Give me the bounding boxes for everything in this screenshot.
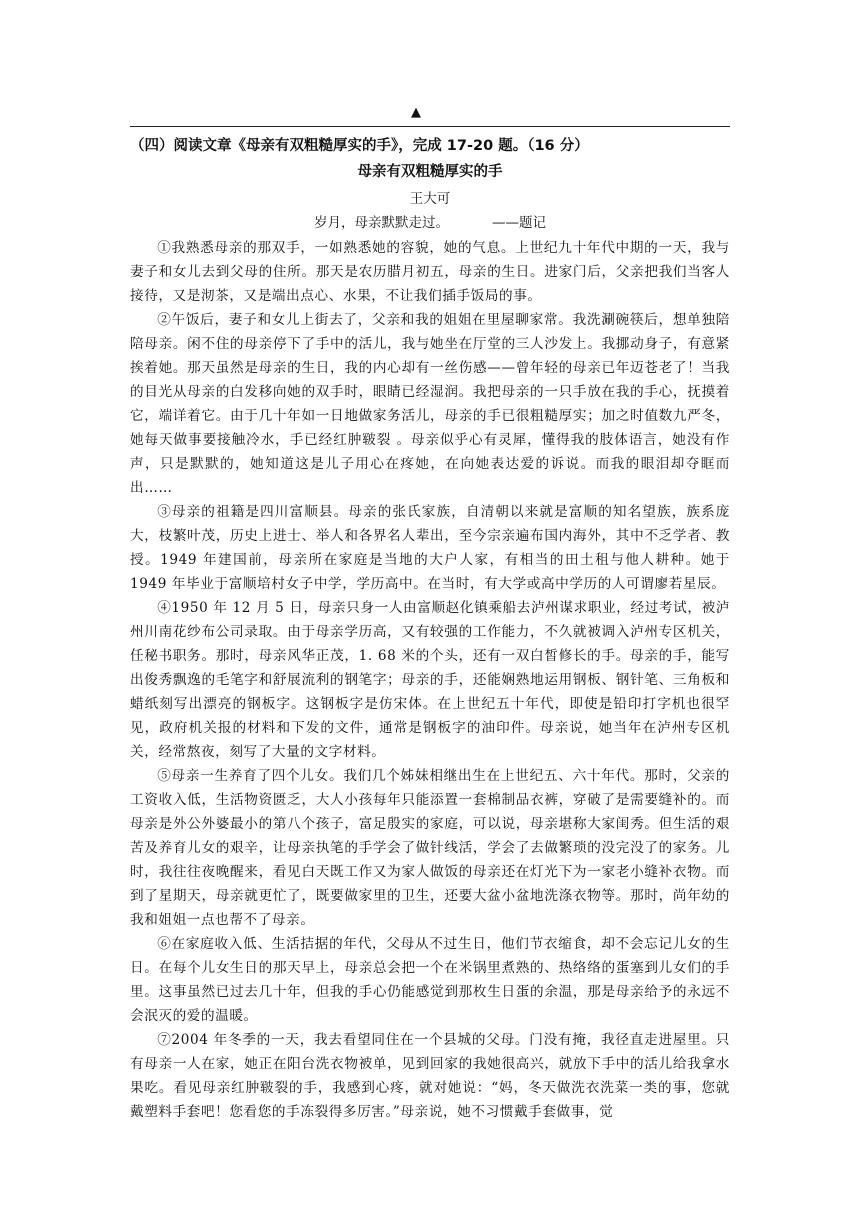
article-title: 母亲有双粗糙厚实的手: [357, 164, 503, 180]
section-heading: （四）阅读文章《母亲有双粗糙厚实的手》，完成 17-20 题。（16 分）: [130, 138, 589, 154]
epigraph: 岁月，母亲默默走过。 ——题记: [314, 215, 546, 231]
paragraph-2: ②午饭后，妻子和女儿上街去了，父亲和我的姐姐在里屋聊家常。我洗涮碗筷后，想单独陪陪母亲。闲不住的母亲停下了手中的活儿，我与她坐在厅堂的三人沙发上。我挪动身子，有意紧挨着她。那天虽然是母亲的生日，我的内心却有一丝伤感——曾年轻的母亲已年迈苍老了！当我的目光从母亲的白发移向她的双手时，眼睛已经湿润。我把母亲的一只手放在我的手心，抚摸着它，端详着它。由于几十年如一日地做家务活儿，母亲的手已很粗糙厚实；加之时值数九严冬，她每天做事要接触冷水，手已经红肿皲裂 。母亲似乎心有灵犀，懂得我的肢体语言，她没有作声，只是默默的，她知道这是儿子用心在疼她，在向她表达爱的诉说。而我的眼泪却夺眶而出……: [130, 312, 730, 496]
paragraph-6: ⑥在家庭收入低、生活拮据的年代，父母从不过生日，他们节衣缩食，却不会忘记儿女的生日。在每个儿女生日的那天早上，母亲总会把一个在米锅里煮熟的、热络络的蛋塞到儿女们的手里。这事虽然已过去几十年，但我的手心仍能感觉到那枚生日蛋的余温，那是母亲给予的永远不会泯灭的爱的温暖。: [130, 936, 730, 1024]
horizontal-divider: [130, 126, 730, 127]
paragraph-1: ①我熟悉母亲的那双手，一如熟悉她的容貌，她的气息。上世纪九十年代中期的一天，我与妻子和女儿去到父母的住所。那天是农历腊月初五，母亲的生日。进家门后，父亲把我们当客人接待，又是沏茶，又是端出点心、水果，不让我们插手饭局的事。: [130, 240, 730, 304]
paragraph-5: ⑤母亲一生养育了四个儿女。我们几个姊妹相继出生在上世纪五、六十年代。那时，父亲的工资收入低，生活物资匮乏，大人小孩每年只能添置一套棉制品衣裤，穿破了是需要缝补的。而母亲是外公外婆最小的第八个孩子，富足殷实的家庭，可以说，母亲堪称大家闺秀。但生活的艰苦及养育儿女的艰辛，让母亲执笔的手学会了做针线活，学会了去做繁琐的没完没了的家务。儿时，我往往夜晚醒来，看见白天既工作又为家人做饭的母亲还在灯光下为一家老小缝补衣物。而到了星期天，母亲就更忙了，既要做家里的卫生，还要大盆小盆地洗涤衣物等。那时，尚年幼的我和姐姐一点也帮不了母亲。: [130, 768, 730, 928]
paragraph-4: ④1950 年 12 月 5 日，母亲只身一人由富顺赵化镇乘船去泸州谋求职业，经过考试，被泸州川南花纱布公司录取。由于母亲学历高，又有较强的工作能力，不久就被调入泸州专区机关，任秘书职务。那时，母亲风华正茂，1. 68 米的个头，还有一双白皙修长的手。母亲的手，能写出俊秀飘逸的毛笔字和舒展流利的钢笔字；母亲的手，还能娴熟地运用钢板、钢针笔、三角板和蜡纸刻写出漂亮的钢板字。这钢板字是仿宋体。在上世纪五十年代，即使是铅印打字机也很罕见，政府机关报的材料和下发的文件，通常是钢板字的油印件。母亲说，她当年在泸州专区机关，经常熬夜，刻写了大量的文字材料。: [130, 600, 730, 760]
triangle-marker-icon: ▲: [411, 105, 421, 120]
paragraph-7: ⑦2004 年冬季的一天，我去看望同住在一个县城的父母。门没有掩，我径直走进屋里。只有母亲一人在家，她正在阳台洗衣物被单，见到回家的我她很高兴，就放下手中的活儿给我拿水果吃。看见母亲红肿皲裂的手，我感到心疼，就对她说：“妈，冬天做洗衣洗菜一类的事，您就戴塑料手套吧！您看您的手冻裂得多厉害。”母亲说，她不习惯戴手套做事，觉: [130, 1032, 730, 1120]
article-author: 王大可: [409, 191, 451, 207]
article-body: [130, 236, 730, 1124]
paragraph-3: ③母亲的祖籍是四川富顺县。母亲的张氏家族，自清朝以来就是富顺的知名望族，族系庞大，枝繁叶茂，历史上进士、举人和各界名人辈出，至今宗亲遍布国内海外，其中不乏学者、教授。1949 年建国前，母亲所在家庭是当地的大户人家，有相当的田土租与他人耕种。她于 1949 年毕业于富顺培村女子中学，学历高中。在当时，有大学或高中学历的人可谓廖若星辰。: [130, 504, 730, 592]
